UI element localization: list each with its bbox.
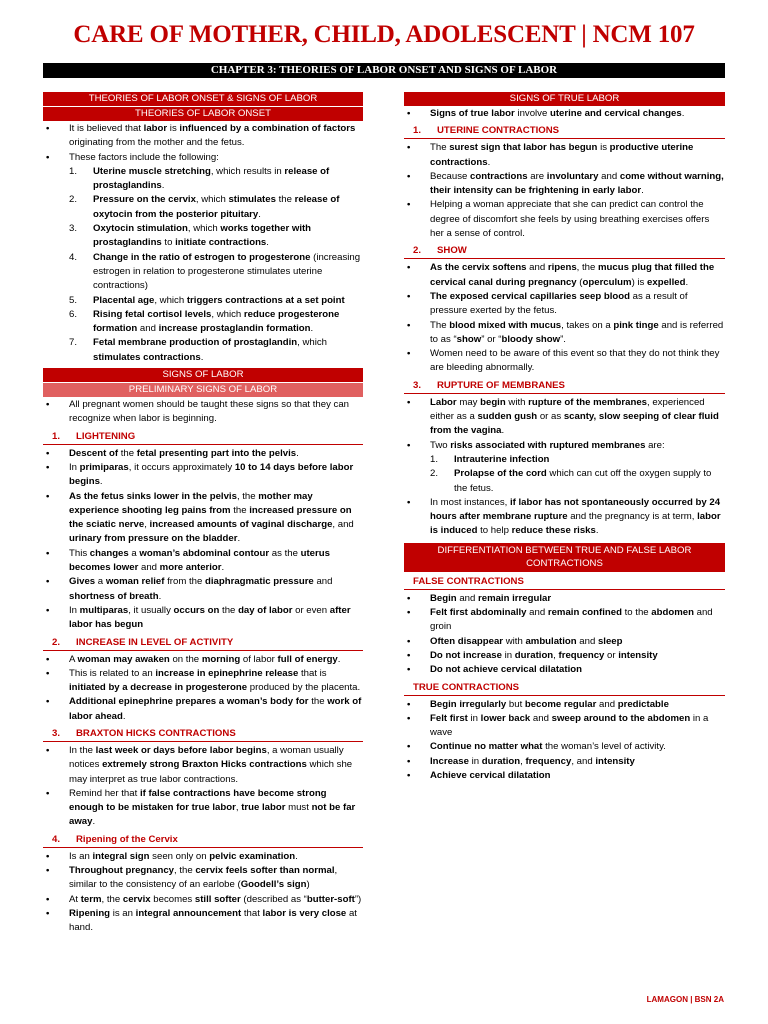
false-contractions-list [404, 592, 725, 678]
list-item: • Remind her that if false contractions have become strong enough to be mistaken for true labor, true labor must not be far away. [43, 787, 363, 830]
preliminary-list [43, 398, 363, 427]
left-column [43, 92, 363, 936]
list-item: 3. Oxytocin stimulation, which works together with prostaglandins to initiate contractions. [69, 223, 312, 249]
braxton-list [43, 744, 363, 830]
list-item: 4. Change in the ratio of estrogen to progesterone (increasing estrogen in relation to progesterone stimulates uterine contractions) [69, 251, 361, 292]
list-item: • Often disappear with ambulation and sleep [404, 635, 725, 649]
chapter-heading: CHAPTER 3: THEORIES OF LABOR ONSET AND SIGNS OF LABOR [43, 63, 725, 78]
list-item: • Additional epinephrine prepares a woman’s body for the work of labor ahead. [43, 695, 363, 724]
list-item: • As the fetus sinks lower in the pelvis, the mother may experience shooting leg pains from the increased pressure on the sciatic nerve, increased amounts of vaginal discharge, and urinary from pressure on the bladder. [43, 490, 363, 547]
list-item: • In multiparas, it usually occurs on the day of labor or even after labor has begun [43, 604, 363, 633]
ripening-list [43, 850, 363, 936]
list-item: • Throughout pregnancy, the cervix feels softer than normal, similar to the consistency of an earlobe (Goodell’s sign) [43, 864, 363, 893]
footer-author: LAMAGON | BSN 2A [646, 995, 724, 1004]
list-item: 1. Intrauterine infection [430, 453, 550, 465]
list-item: • It is believed that labor is influenced by a combination of factors originating from the mother and the fetus. [43, 122, 363, 151]
section-band-theories-signs: THEORIES OF LABOR ONSET & SIGNS OF LABOR [43, 92, 363, 106]
list-item: • This is related to an increase in epinephrine release that is initiated by a decrease in progesterone produced by the placenta. [43, 667, 363, 696]
section-band-signs: SIGNS OF LABOR [43, 368, 363, 382]
list-item: • Women need to be aware of this event so that they do not think they are bleeding abnormally. [404, 347, 725, 376]
list-item: 2. Pressure on the cervix, which stimulates the release of oxytocin from the posterior pituitary. [69, 194, 340, 220]
list-item: 6. Rising fetal cortisol levels, which reduce progesterone formation and increase prostaglandin formation. [69, 308, 340, 335]
show-list [404, 261, 725, 375]
list-item: • Helping a woman appreciate that she can predict can control the degree of discomfort she feels by using breathing exercises offers her a sense of control. [404, 198, 725, 241]
list-item-text: These factors include the following: [69, 151, 219, 163]
risk-text: Prolapse of the cord which can cut off the oxygen supply to the fetus. [454, 468, 712, 494]
subheading-uterine: 1. UTERINE CONTRACTIONS [404, 124, 725, 139]
factor-text: Rising fetal cortisol levels, which reduce progesterone formation and increase prostaglandin formation. [93, 308, 340, 335]
right-column [404, 92, 725, 783]
true-labor-list [404, 107, 725, 121]
section-band-preliminary: PRELIMINARY SIGNS OF LABOR [43, 383, 363, 397]
factor-text: Pressure on the cervix, which stimulates the release of oxytocin from the posterior pituitary. [93, 194, 340, 220]
factor-text: Fetal membrane production of prostaglandin, which stimulates contractions. [93, 337, 328, 363]
list-item: • At term, the cervix becomes still softer (described as “butter-soft”) [43, 893, 363, 907]
subheading-false-contractions: FALSE CONTRACTIONS [404, 575, 725, 590]
list-item: • Gives a woman relief from the diaphragmatic pressure and shortness of breath. [43, 575, 363, 604]
list-item: • Signs of true labor involve uterine and cervical changes. [404, 107, 725, 121]
list-item: • Felt first in lower back and sweep around to the abdomen in a wave [404, 712, 725, 741]
list-item: • Because contractions are involuntary and come without warning, their intensity can be frightening in early labor. [404, 170, 725, 199]
list-item: 2. Prolapse of the cord which can cut off the oxygen supply to the fetus. [430, 468, 712, 494]
list-item: • Do not achieve cervical dilatation [404, 663, 725, 677]
list-item: • In the last week or days before labor begins, a woman usually notices extremely strong Braxton Hicks contractions which she may interpret as true labor contractions. [43, 744, 363, 787]
list-item: • In primiparas, it occurs approximately 10 to 14 days before labor begins. [43, 461, 363, 490]
factor-text: Uterine muscle stretching, which results in release of prostaglandins. [93, 165, 330, 192]
section-band-true-labor: SIGNS OF TRUE LABOR [404, 92, 725, 106]
list-item: • Do not increase in duration, frequency or intensity [404, 649, 725, 663]
list-item: • Descent of the fetal presenting part into the pelvis. [43, 447, 363, 461]
true-contractions-list [404, 698, 725, 784]
list-item: • A woman may awaken on the morning of labor full of energy. [43, 653, 363, 667]
list-item: • All pregnant women should be taught these signs so that they can recognize when labor is beginning. [43, 398, 363, 427]
list-item: • As the cervix softens and ripens, the mucus plug that filled the cervical canal during pregnancy (operculum) is expelled. [404, 261, 725, 290]
subheading-lightening: 1. LIGHTENING [43, 430, 363, 445]
subheading-rupture: 3. RUPTURE OF MEMBRANES [404, 379, 725, 394]
list-item: 1. Uterine muscle stretching, which results in release of prostaglandins. [69, 165, 330, 192]
list-item: 7. Fetal membrane production of prostaglandin, which stimulates contractions. [69, 337, 328, 363]
section-band-theories: THEORIES OF LABOR ONSET [43, 107, 363, 121]
subheading-activity: 2. INCREASE IN LEVEL OF ACTIVITY [43, 636, 363, 651]
list-item: • The blood mixed with mucus, takes on a pink tinge and is referred to as “show” or “bloody show”. [404, 319, 725, 348]
list-item: • The surest sign that labor has begun is productive uterine contractions. [404, 141, 725, 170]
lightening-list [43, 447, 363, 633]
list-item-text: Two risks associated with ruptured membranes are: [430, 439, 665, 451]
page-title: CARE OF MOTHER, CHILD, ADOLESCENT | NCM 107 [73, 21, 695, 48]
subheading-ripening: 4. Ripening of the Cervix [43, 833, 363, 848]
factor-text: Change in the ratio of estrogen to progesterone (increasing estrogen in relation to progesterone stimulates uterine contractions) [93, 251, 361, 292]
rupture-list [404, 396, 725, 539]
list-item: • Continue no matter what the woman’s level of activity. [404, 740, 725, 754]
list-item: • Is an integral sign seen only on pelvic examination. [43, 850, 363, 864]
list-item: • Ripening is an integral announcement that labor is very close at hand. [43, 907, 363, 936]
subheading-braxton-hicks: 3. BRAXTON HICKS CONTRACTIONS [43, 727, 363, 742]
factor-text: Placental age, which triggers contractions at a set point [93, 294, 345, 306]
list-item: 5. Placental age, which triggers contractions at a set point [69, 294, 345, 306]
subheading-show: 2. SHOW [404, 244, 725, 259]
activity-list [43, 653, 363, 724]
list-item: • This changes a woman’s abdominal contour as the uterus becomes lower and more anterior. [43, 547, 363, 576]
list-item [43, 151, 363, 365]
uterine-list [404, 141, 725, 241]
factor-text: Oxytocin stimulation, which works together with prostaglandins to initiate contractions. [93, 223, 312, 249]
list-item: • Felt first abdominally and remain confined to the abdomen and groin [404, 606, 725, 635]
section-band-differentiation: DIFFERENTIATION BETWEEN TRUE AND FALSE LABOR CONTRACTIONS [404, 543, 725, 572]
list-item: • In most instances, if labor has not spontaneously occurred by 24 hours after membrane rupture and the pregnancy is at term, labor is induced to help reduce these risks. [404, 496, 725, 539]
risks-list [404, 453, 725, 496]
list-item: • Begin irregularly but become regular and predictable [404, 698, 725, 712]
list-item: • The exposed cervical capillaries seep blood as a result of pressure exerted by the fetus. [404, 290, 725, 319]
risk-text: Intrauterine infection [454, 453, 550, 465]
list-item: • Begin and remain irregular [404, 592, 725, 606]
list-item: • Achieve cervical dilatation [404, 769, 725, 783]
factors-list [43, 165, 363, 365]
theories-list [43, 122, 363, 365]
subheading-true-contractions: TRUE CONTRACTIONS [404, 681, 725, 696]
list-item [404, 439, 725, 496]
list-item: • Increase in duration, frequency, and intensity [404, 755, 725, 769]
list-item: • Labor may begin with rupture of the membranes, experienced either as a sudden gush or as scanty, slow seeping of clear fluid from the vagina. [404, 396, 725, 439]
